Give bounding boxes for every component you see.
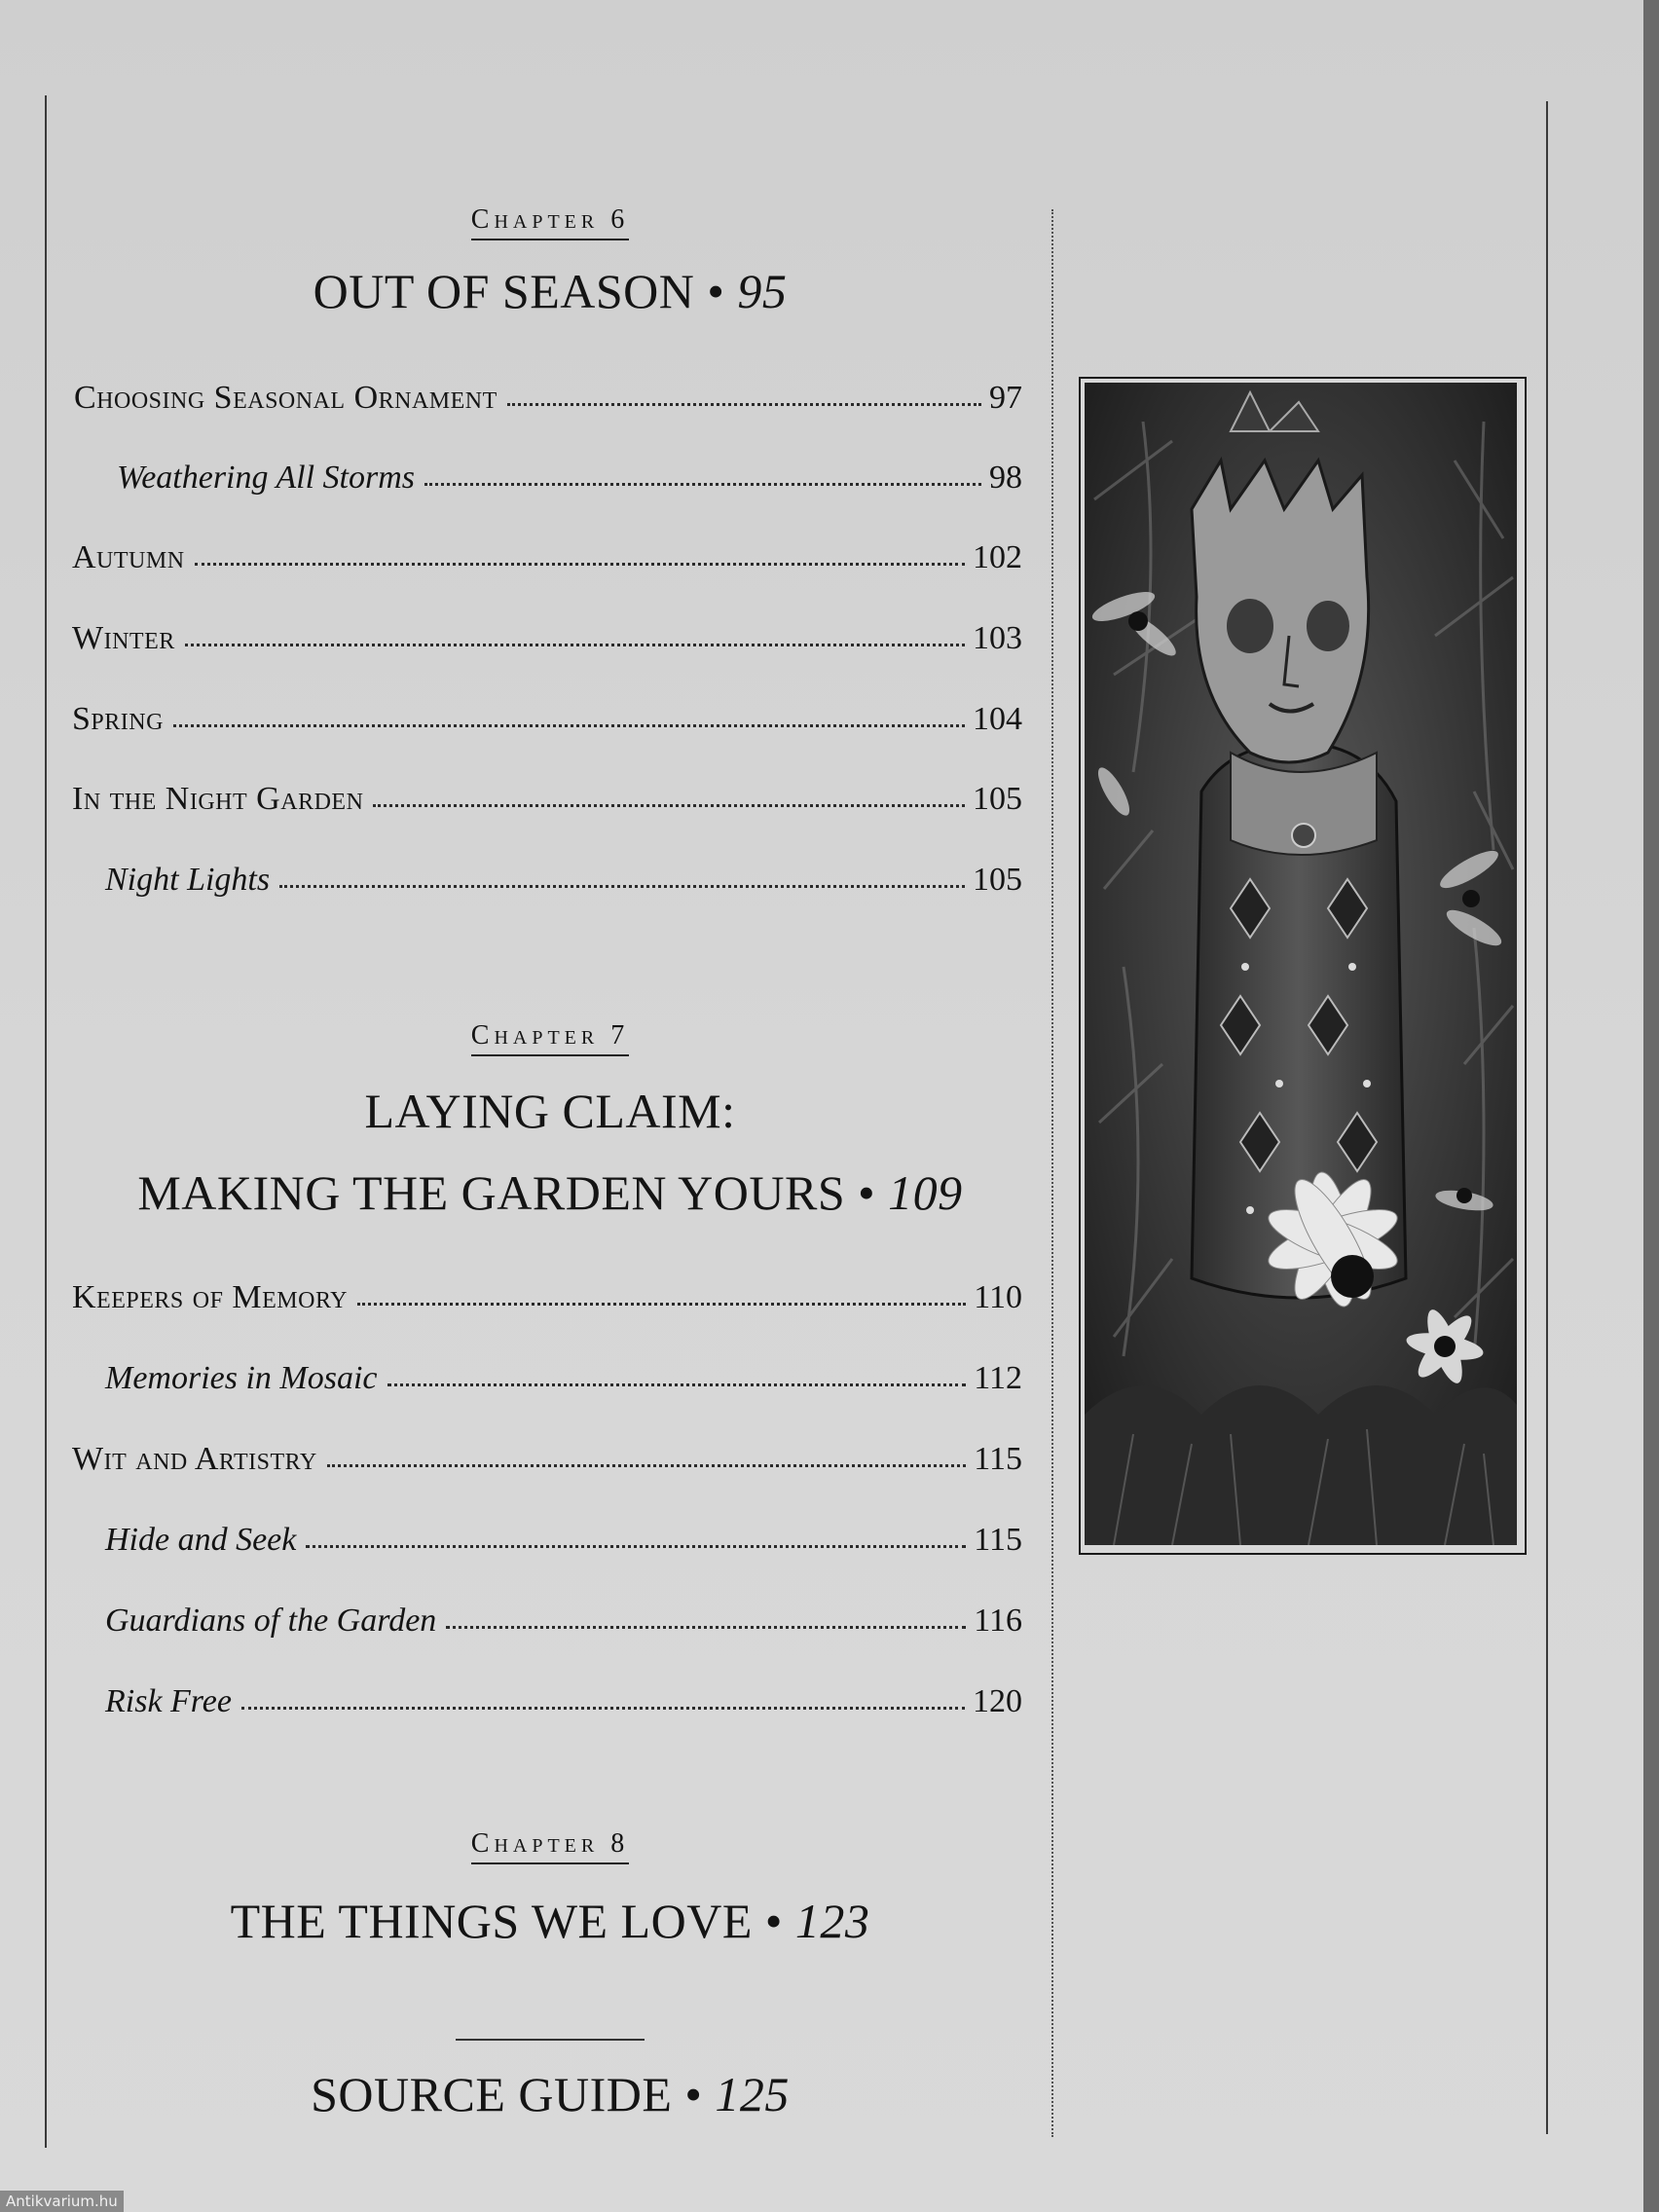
toc-entry[interactable] bbox=[72, 528, 1022, 576]
entry-page: 116 bbox=[974, 1603, 1022, 1639]
chapter-page-number: 95 bbox=[737, 264, 788, 318]
chapter-7-label: Chapter 7 bbox=[0, 1020, 1100, 1056]
dot-leader bbox=[327, 1464, 967, 1467]
dot-leader bbox=[357, 1303, 966, 1306]
toc-entry[interactable] bbox=[72, 1268, 1022, 1316]
watermark-label: Antikvarium.hu bbox=[0, 2191, 124, 2212]
entry-page: 103 bbox=[973, 620, 1022, 656]
garden-sculpture-illustration bbox=[1085, 383, 1517, 1545]
toc-entry[interactable] bbox=[72, 1429, 1022, 1478]
entry-title: Guardians of the Garden bbox=[105, 1603, 437, 1639]
entry-title: Wit and Artistry bbox=[72, 1441, 317, 1477]
entry-title: In the Night Garden bbox=[72, 781, 364, 817]
chapter-8-label: Chapter 8 bbox=[0, 1828, 1100, 1864]
dot-leader bbox=[241, 1707, 965, 1710]
entry-page: 115 bbox=[974, 1441, 1022, 1477]
entry-title: Keepers of Memory bbox=[72, 1279, 348, 1315]
chapter-title-text: LAYING CLAIM: bbox=[364, 1084, 736, 1138]
chapter-7-title-line2 bbox=[0, 1164, 1100, 1221]
entry-title: Choosing Seasonal Ornament bbox=[74, 380, 498, 416]
entry-page: 97 bbox=[989, 380, 1022, 416]
bullet-separator: • bbox=[684, 2067, 703, 2121]
garden-sculpture-photo bbox=[1079, 377, 1527, 1555]
entry-title: Risk Free bbox=[105, 1683, 232, 1719]
entry-page: 105 bbox=[973, 862, 1022, 898]
toc-entry[interactable] bbox=[72, 608, 1022, 657]
toc-entry[interactable] bbox=[74, 368, 1022, 417]
entry-title: Spring bbox=[72, 701, 164, 737]
chapter-page-number: 123 bbox=[794, 1894, 870, 1948]
chapter-title-text: MAKING THE GARDEN YOURS bbox=[137, 1165, 846, 1220]
toc-entry[interactable] bbox=[72, 689, 1022, 738]
entry-title: Autumn bbox=[72, 539, 185, 575]
entry-page: 120 bbox=[973, 1683, 1022, 1719]
source-guide-page: 125 bbox=[715, 2067, 790, 2121]
entry-title: Weathering All Storms bbox=[117, 460, 416, 496]
entry-title: Hide and Seek bbox=[105, 1522, 297, 1558]
toc-entry[interactable] bbox=[105, 1672, 1022, 1720]
bullet-separator: • bbox=[858, 1165, 876, 1220]
dot-leader bbox=[424, 483, 981, 486]
source-guide-text: SOURCE GUIDE bbox=[311, 2067, 673, 2121]
entry-title: Winter bbox=[72, 620, 175, 656]
entry-title: Night Lights bbox=[105, 862, 271, 898]
chapter-page-number: 109 bbox=[888, 1165, 963, 1220]
dot-leader bbox=[279, 885, 965, 888]
entry-page: 104 bbox=[973, 701, 1022, 737]
bullet-separator: • bbox=[764, 1894, 783, 1948]
chapter-6-label: Chapter 6 bbox=[0, 204, 1100, 240]
chapter-6-title bbox=[0, 263, 1100, 319]
dot-leader bbox=[185, 644, 965, 646]
toc-entry[interactable] bbox=[105, 1591, 1022, 1640]
toc-entry[interactable] bbox=[72, 769, 1022, 818]
entry-page: 110 bbox=[974, 1279, 1022, 1315]
chapter-title-text: THE THINGS WE LOVE bbox=[230, 1894, 753, 1948]
dot-leader bbox=[373, 804, 965, 807]
page-edge-shadow bbox=[1643, 0, 1659, 2212]
dot-leader bbox=[173, 724, 965, 727]
toc-entry[interactable] bbox=[105, 850, 1022, 899]
dot-leader bbox=[446, 1626, 966, 1629]
dot-leader bbox=[387, 1383, 967, 1386]
entry-page: 102 bbox=[973, 539, 1022, 575]
entry-page: 112 bbox=[974, 1360, 1022, 1396]
bullet-separator: • bbox=[707, 264, 725, 318]
dot-leader bbox=[195, 563, 965, 566]
dot-leader bbox=[507, 403, 981, 406]
right-border-rule bbox=[1546, 101, 1548, 2134]
entry-page: 98 bbox=[989, 460, 1022, 496]
entry-page: 115 bbox=[974, 1522, 1022, 1558]
toc-entry[interactable] bbox=[105, 1510, 1022, 1559]
entry-title: Memories in Mosaic bbox=[105, 1360, 378, 1396]
chapter-title-text: OUT OF SEASON bbox=[313, 264, 695, 318]
section-divider bbox=[456, 2039, 645, 2041]
dot-leader bbox=[306, 1545, 966, 1548]
toc-entry[interactable] bbox=[105, 1348, 1022, 1397]
chapter-7-title-line1 bbox=[0, 1083, 1100, 1139]
toc-entry[interactable] bbox=[117, 448, 1022, 497]
source-guide-title bbox=[0, 2066, 1100, 2122]
chapter-8-title bbox=[0, 1893, 1100, 1949]
entry-page: 105 bbox=[973, 781, 1022, 817]
